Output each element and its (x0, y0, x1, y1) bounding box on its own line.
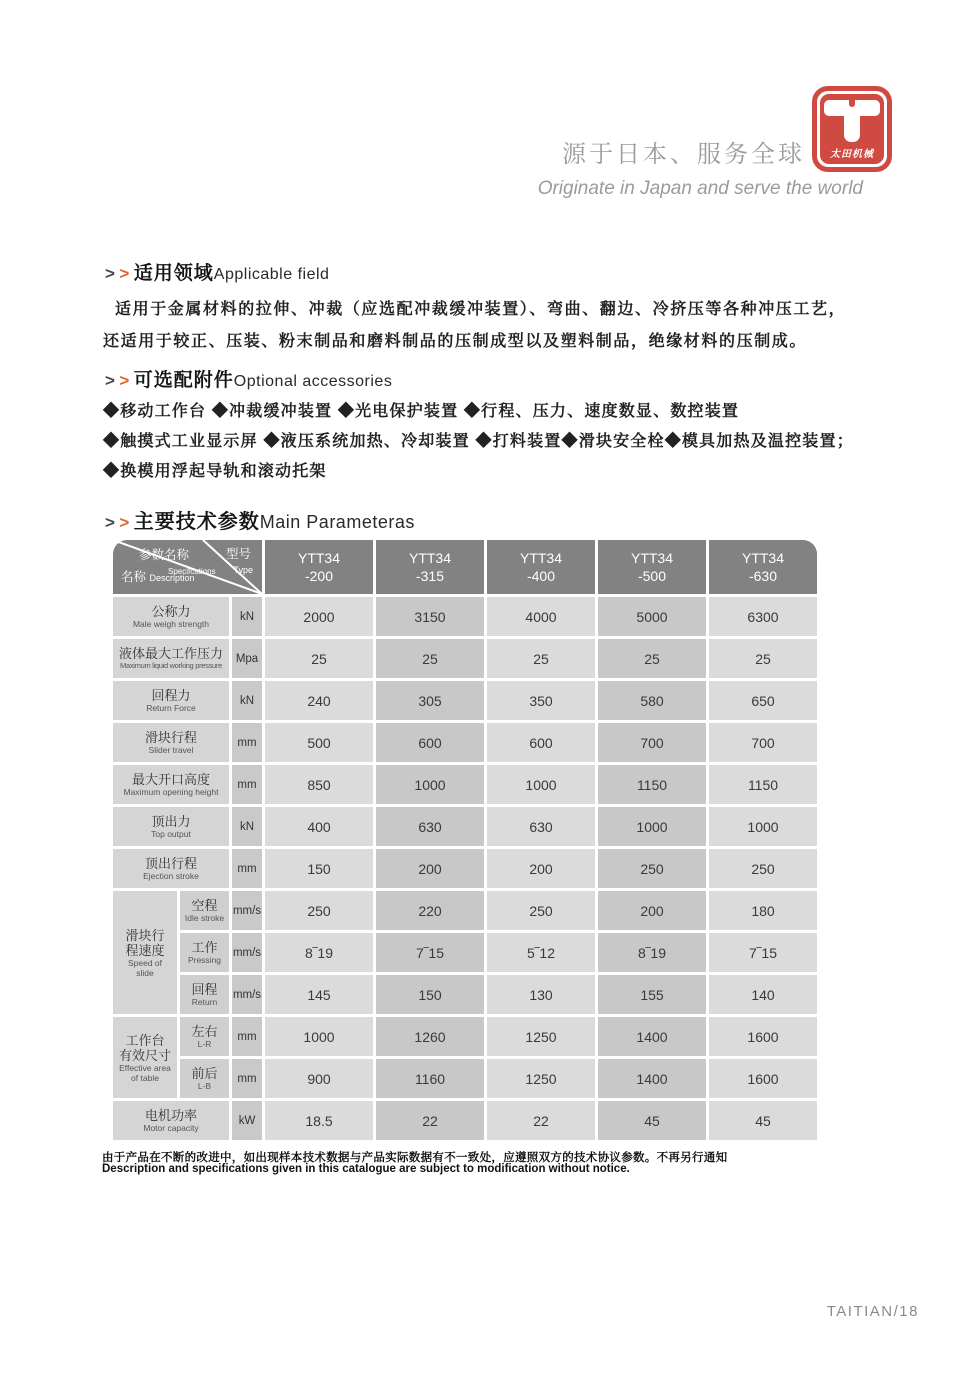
parameters-table (110, 537, 820, 1143)
value-cell: 1000 (598, 807, 706, 846)
value-cell: 630 (376, 807, 484, 846)
value-cell: 25 (376, 639, 484, 678)
value-cell: 240 (265, 681, 373, 720)
tagline-english: Originate in Japan and serve the world (537, 178, 863, 199)
chevron-icon: > (105, 513, 115, 532)
footnote-english: Description and specifications given in this catalogue are subject to modification without notice. (102, 1163, 630, 1175)
table-row (113, 1101, 817, 1140)
chevron-icon: > (119, 264, 130, 283)
value-cell: 250 (709, 849, 817, 888)
value-cell: 1600 (709, 1059, 817, 1098)
corner-params-label-en: Specifcations (168, 567, 216, 576)
value-cell: 25 (598, 639, 706, 678)
chevron-icon: > (105, 264, 115, 283)
value-cell: 5‾12 (487, 933, 595, 972)
value-cell: 1000 (376, 765, 484, 804)
value-cell: 8‾19 (265, 933, 373, 972)
unit-cell: kN (232, 807, 262, 846)
table-row (113, 639, 817, 678)
section-title-en: Applicable field (213, 266, 330, 283)
unit-cell: mm/s (232, 975, 262, 1014)
value-cell: 500 (265, 723, 373, 762)
section-heading-main-parameters (105, 505, 415, 534)
col-header-model: YTT34 -400 (487, 540, 595, 594)
sub-label-cell: 回程 Return (180, 975, 229, 1014)
accessories-line1: ◆移动工作台 ◆冲裁缓冲装置 ◆光电保护装置 ◆行程、压力、速度数显、数控装置 (103, 403, 740, 420)
value-cell: 25 (487, 639, 595, 678)
logo-notch (849, 98, 855, 107)
logo-inner (820, 94, 884, 164)
value-cell: 220 (376, 891, 484, 930)
value-cell: 650 (709, 681, 817, 720)
unit-cell: Mpa (232, 639, 262, 678)
value-cell: 4000 (487, 597, 595, 636)
unit-cell: mm/s (232, 933, 262, 972)
unit-cell: kN (232, 597, 262, 636)
corner-desc-label: 名称 Description (121, 570, 195, 584)
param-label-cell: 顶出行程 Ejection stroke (113, 849, 229, 888)
corner-type-label-en: Type (233, 565, 253, 575)
table-row (113, 1059, 817, 1098)
value-cell: 3150 (376, 597, 484, 636)
value-cell: 2000 (265, 597, 373, 636)
table-row (113, 723, 817, 762)
chevron-icon: > (119, 513, 130, 532)
value-cell: 1150 (598, 765, 706, 804)
value-cell: 1250 (487, 1017, 595, 1056)
param-label-cell: 电机功率 Motor capacity (113, 1101, 229, 1140)
table-row (113, 765, 817, 804)
value-cell: 18.5 (265, 1101, 373, 1140)
unit-cell: mm (232, 723, 262, 762)
param-label-cell: 公称力 Male weigh strength (113, 597, 229, 636)
unit-cell: kW (232, 1101, 262, 1140)
group-label-cell-speed-of-slide: 滑块行 程速度 Speed of slide (113, 891, 177, 1014)
chevron-icon: > (119, 371, 130, 390)
param-label-cell: 最大开口高度 Maximum opening height (113, 765, 229, 804)
table-row (113, 1017, 817, 1056)
unit-cell: mm (232, 765, 262, 804)
value-cell: 250 (598, 849, 706, 888)
value-cell: 145 (265, 975, 373, 1014)
value-cell: 630 (487, 807, 595, 846)
table-row (113, 891, 817, 930)
value-cell: 1250 (487, 1059, 595, 1098)
value-cell: 900 (265, 1059, 373, 1098)
value-cell: 350 (487, 681, 595, 720)
value-cell: 22 (376, 1101, 484, 1140)
value-cell: 600 (487, 723, 595, 762)
value-cell: 200 (487, 849, 595, 888)
logo-company-name: 太田机械 (830, 149, 874, 160)
unit-cell: kN (232, 681, 262, 720)
section-title-cn: 主要技术参数 (133, 511, 260, 533)
section-heading-optional-accessories (105, 365, 392, 392)
section-heading-applicable-field (105, 258, 329, 285)
col-header-model: YTT34 -630 (709, 540, 817, 594)
param-label-cell: 滑块行程 Slider travel (113, 723, 229, 762)
value-cell: 1000 (709, 807, 817, 846)
table-row (113, 597, 817, 636)
value-cell: 250 (487, 891, 595, 930)
col-header-model: YTT34 -200 (265, 540, 373, 594)
value-cell: 400 (265, 807, 373, 846)
col-header-model: YTT34 -500 (598, 540, 706, 594)
value-cell: 25 (265, 639, 373, 678)
table-header-row (113, 540, 817, 594)
value-cell: 150 (376, 975, 484, 1014)
section-title-cn: 适用领域 (133, 263, 214, 284)
table-row (113, 975, 817, 1014)
table-row (113, 807, 817, 846)
unit-cell: mm/s (232, 891, 262, 930)
tagline-chinese: 源于日本、服务全球 (562, 141, 805, 168)
value-cell: 8‾19 (598, 933, 706, 972)
section-title-cn: 可选配附件 (133, 370, 234, 391)
footnote-chinese: 由于产品在不断的改进中，如出现样本技术数据与产品实际数据有不一致处，应遵照双方的技术协议参数。不再另行通知 (102, 1152, 728, 1164)
value-cell: 850 (265, 765, 373, 804)
value-cell: 1400 (598, 1059, 706, 1098)
table-row (113, 681, 817, 720)
value-cell: 6300 (709, 597, 817, 636)
table-corner-cell (113, 540, 262, 594)
value-cell: 130 (487, 975, 595, 1014)
unit-cell: mm (232, 1017, 262, 1056)
sub-label-cell: 空程 Idle stroke (180, 891, 229, 930)
value-cell: 150 (265, 849, 373, 888)
value-cell: 1150 (709, 765, 817, 804)
value-cell: 7‾15 (376, 933, 484, 972)
corner-type-label-cn: 型号 (225, 547, 251, 561)
value-cell: 45 (598, 1101, 706, 1140)
value-cell: 45 (709, 1101, 817, 1140)
value-cell: 250 (265, 891, 373, 930)
value-cell: 1000 (265, 1017, 373, 1056)
value-cell: 700 (709, 723, 817, 762)
value-cell: 1260 (376, 1017, 484, 1056)
value-cell: 700 (598, 723, 706, 762)
corner-params-label-cn: 参数名称 (139, 548, 190, 562)
applicable-field-line2: 还适用于较正、压装、粉末制品和磨料制品的压制成型以及塑料制品，绝缘材料的压制成。 (103, 333, 808, 350)
logo-t-icon (844, 102, 859, 142)
value-cell: 580 (598, 681, 706, 720)
param-label-cell: 顶出力 Top output (113, 807, 229, 846)
table-row (113, 849, 817, 888)
value-cell: 305 (376, 681, 484, 720)
value-cell: 200 (376, 849, 484, 888)
accessories-line3: ◆换模用浮起导轨和滚动托架 (103, 463, 327, 480)
value-cell: 25 (709, 639, 817, 678)
page-number-label: TAITIAN/18 (826, 1303, 919, 1320)
value-cell: 180 (709, 891, 817, 930)
section-title-en: Main Parameteras (259, 512, 415, 532)
unit-cell: mm (232, 849, 262, 888)
value-cell: 22 (487, 1101, 595, 1140)
table-row (113, 933, 817, 972)
param-label-cell: 回程力 Return Force (113, 681, 229, 720)
company-logo (812, 86, 892, 172)
value-cell: 1000 (487, 765, 595, 804)
accessories-line2: ◆触摸式工业显示屏 ◆液压系统加热、冷却装置 ◆打料装置◆滑块安全栓◆模具加热及温控装置； (103, 433, 854, 450)
sub-label-cell: 工作 Pressing (180, 933, 229, 972)
group-label-cell-effective-area: 工作台 有效尺寸 Effective area of table (113, 1017, 177, 1098)
value-cell: 600 (376, 723, 484, 762)
value-cell: 155 (598, 975, 706, 1014)
value-cell: 1160 (376, 1059, 484, 1098)
applicable-field-line1: 适用于金属材料的拉伸、冲裁（应选配冲裁缓冲装置）、弯曲、翻边、冷挤压等各种冲压工艺， (115, 301, 847, 318)
sub-label-cell: 左右 L-R (180, 1017, 229, 1056)
value-cell: 1600 (709, 1017, 817, 1056)
sub-label-cell: 前后 L-B (180, 1059, 229, 1098)
section-title-en: Optional accessories (233, 373, 393, 390)
value-cell: 7‾15 (709, 933, 817, 972)
unit-cell: mm (232, 1059, 262, 1098)
chevron-icon: > (105, 371, 115, 390)
value-cell: 1400 (598, 1017, 706, 1056)
param-label-cell: 液体最大工作压力 Maximum liquid working pressure (113, 639, 229, 678)
value-cell: 140 (709, 975, 817, 1014)
col-header-model: YTT34 -315 (376, 540, 484, 594)
value-cell: 5000 (598, 597, 706, 636)
value-cell: 200 (598, 891, 706, 930)
